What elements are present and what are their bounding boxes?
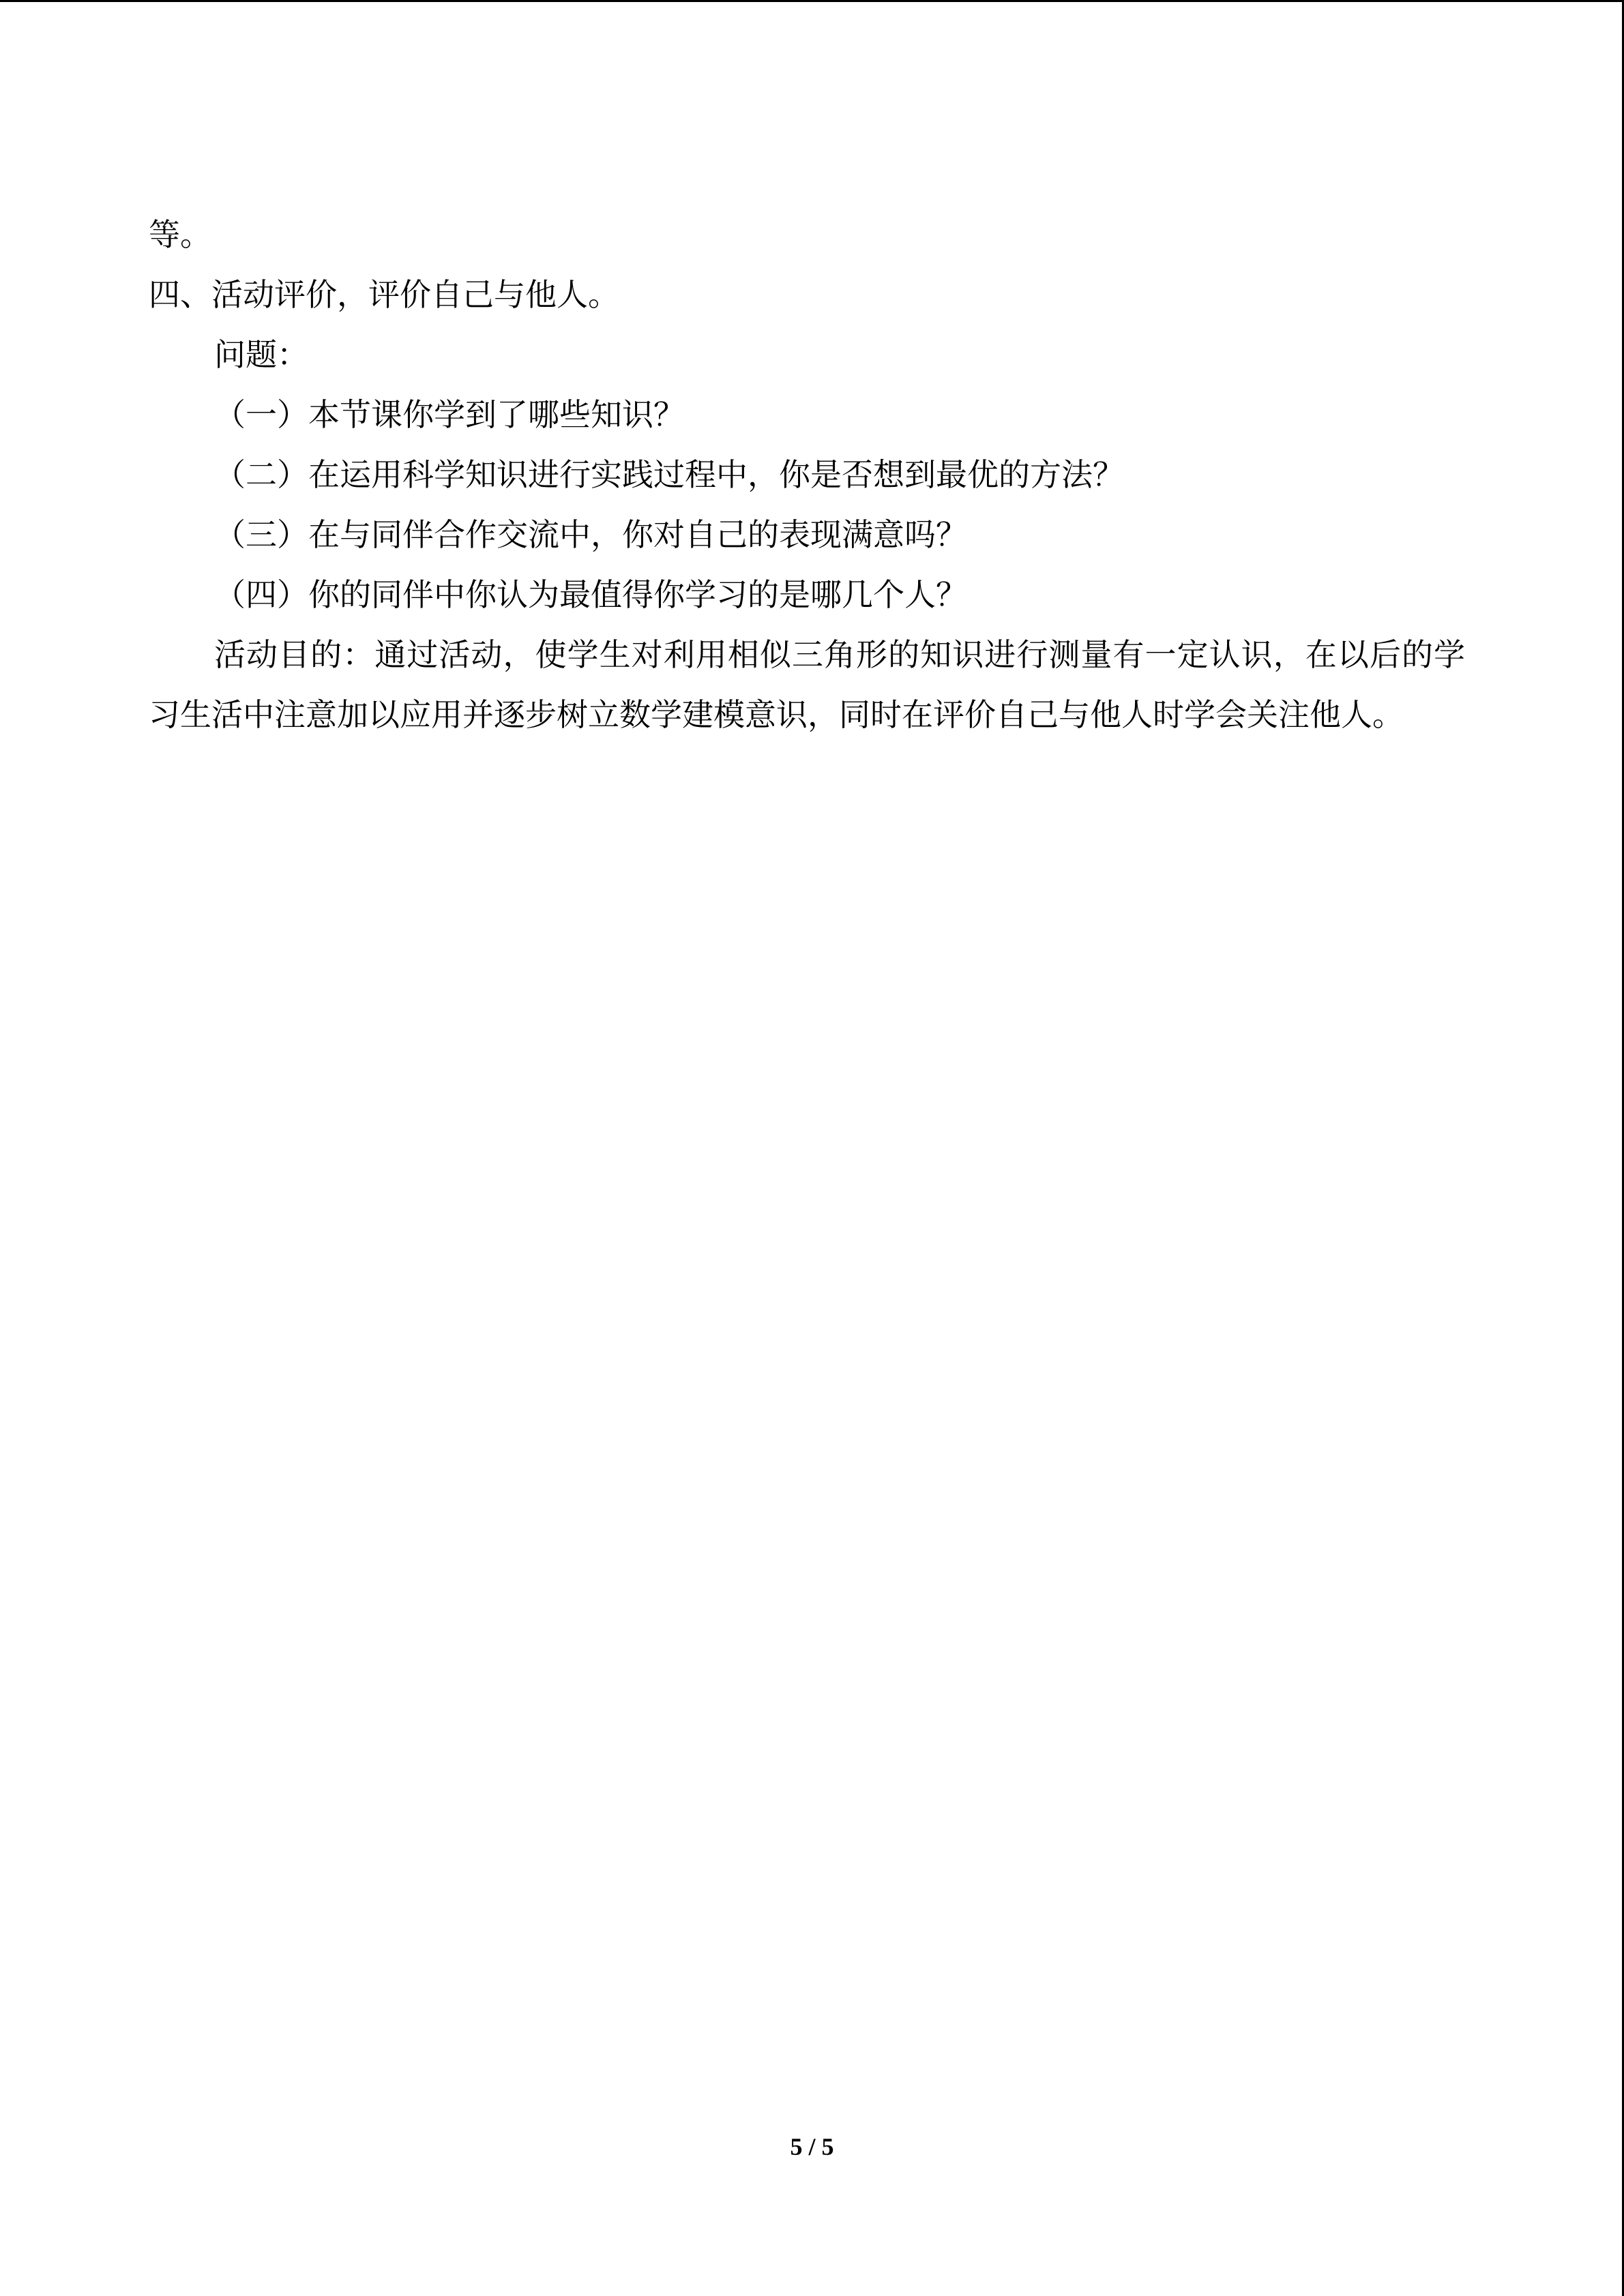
page-number: 5 / 5 bbox=[790, 2133, 834, 2160]
document-body bbox=[149, 205, 1465, 745]
paragraph-continuation: 等。 bbox=[149, 216, 211, 253]
questions-label: 问题： bbox=[214, 336, 308, 373]
question-item-2: （二）在运用科学知识进行实践过程中，你是否想到最优的方法？ bbox=[214, 456, 1124, 493]
question-item-3: （三）在与同伴合作交流中，你对自己的表现满意吗？ bbox=[214, 516, 967, 553]
question-item-1: （一）本节课你学到了哪些知识？ bbox=[214, 396, 685, 433]
page-border-top bbox=[0, 0, 1624, 2]
question-item-4: （四）你的同伴中你认为最值得你学习的是哪几个人？ bbox=[214, 576, 967, 613]
activity-purpose-paragraph: 活动目的：通过活动，使学生对利用相似三角形的知识进行测量有一定认识，在以后的学习生活中注意加以应用并逐步树立数学建模意识，同时在评价自己与他人时学会关注他人。 bbox=[149, 636, 1465, 733]
section-heading-evaluation: 四、活动评价，评价自己与他人。 bbox=[149, 276, 619, 313]
